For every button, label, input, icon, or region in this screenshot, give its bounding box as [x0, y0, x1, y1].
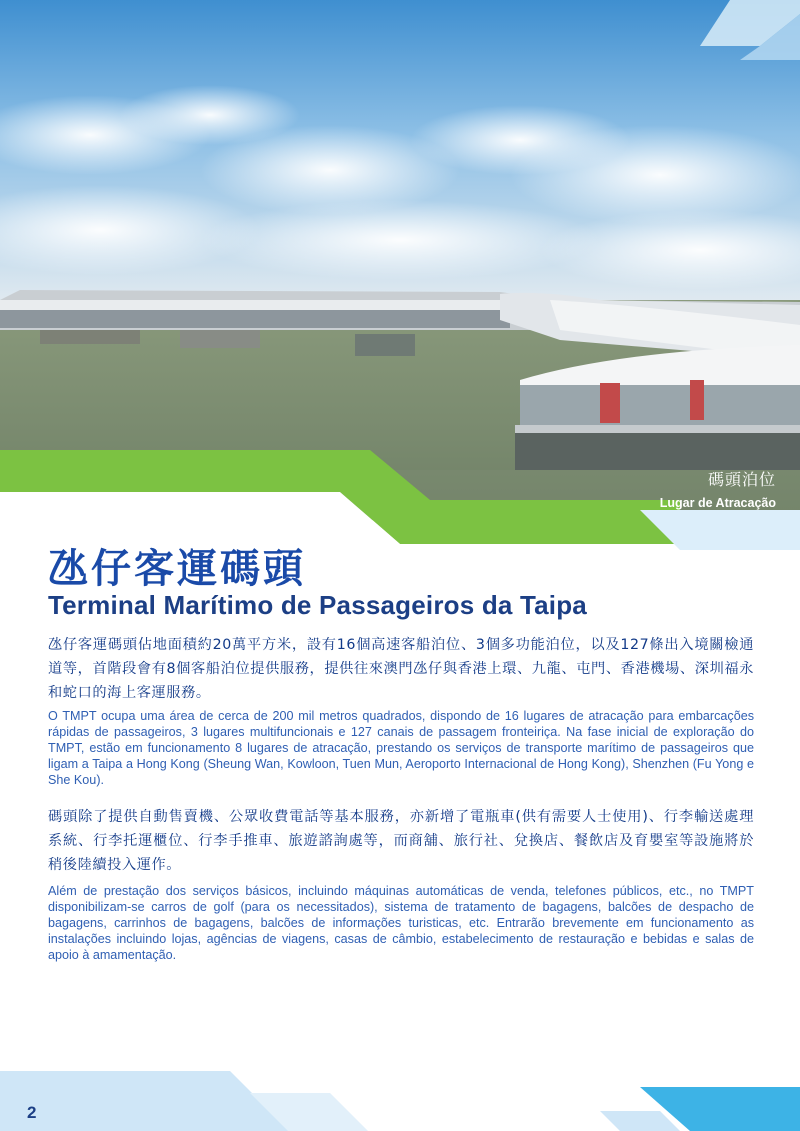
- page-number: 2: [27, 1103, 37, 1122]
- caption-chinese: 碼頭泊位: [707, 470, 776, 489]
- caption-portuguese: Lugar de Atracação: [659, 496, 776, 510]
- photo-caption: [660, 467, 776, 510]
- paragraph-chinese-2: 碼頭除了提供自動售賣機、公眾收費電話等基本服務，亦新增了電瓶車(供有需要人士使用)、行李輸送處理系統、行李托運櫃位、行李手推車、旅遊諮詢處等，而商舖、旅行社、兌換店、餐飲店及育嬰室等設施將於稍後陸續投入運作。: [48, 809, 754, 873]
- footer-decoration: [0, 1071, 800, 1131]
- paragraph-portuguese-1: O TMPT ocupa uma área de cerca de 200 mil metros quadrados, dispondo de 16 lugares de atracação para embarcações rápidas de passageiros, 3 lugares multifuncionais e 127 canais de passagem fronteiriça. Na fase inicial de exploração do TMPT, estão em funcionamento 8 lugares de atracação, prestando os serviços de transporte marítimo de passageiros que ligam a Taipa a Hong Kong (Sheung Wan, Kowloon, Tuen Mun, Aeroporto Internacional de Hong Kong), Shenzhen (Fu Yong e She Kou).: [48, 709, 754, 787]
- paragraph-portuguese-2: Além de prestação dos serviços básicos, incluindo máquinas automáticas de venda, telefones públicos, etc., no TMPT disponibilizam-se carros de golf (para os necessitados), sistema de tratamento de bagagens, balcões de despacho de bagagens, carrinhos de bagagens, balcões de informações turisticas, etc. Entrarão brevemente em funcionamento as instalações incluindo lojas, agências de viagens, casas de câmbio, estabelecimento de restauração e bebidas e salas de apoio à amamentação.: [48, 884, 754, 962]
- page-title-chinese: 氹仔客運碼頭: [48, 546, 306, 592]
- paragraph-chinese-1: 氹仔客運碼頭佔地面積約20萬平方米，設有16個高速客船泊位、3個多功能泊位，以及127條出入境關檢通道等，首階段會有8個客船泊位提供服務，提供往來澳門氹仔與香港上環、九龍、屯門、香港機場、深圳福永和蛇口的海上客運服務。: [48, 637, 754, 701]
- page-title-portuguese: Terminal Marítimo de Passageiros da Taipa: [48, 590, 587, 620]
- corner-decoration: [560, 0, 800, 60]
